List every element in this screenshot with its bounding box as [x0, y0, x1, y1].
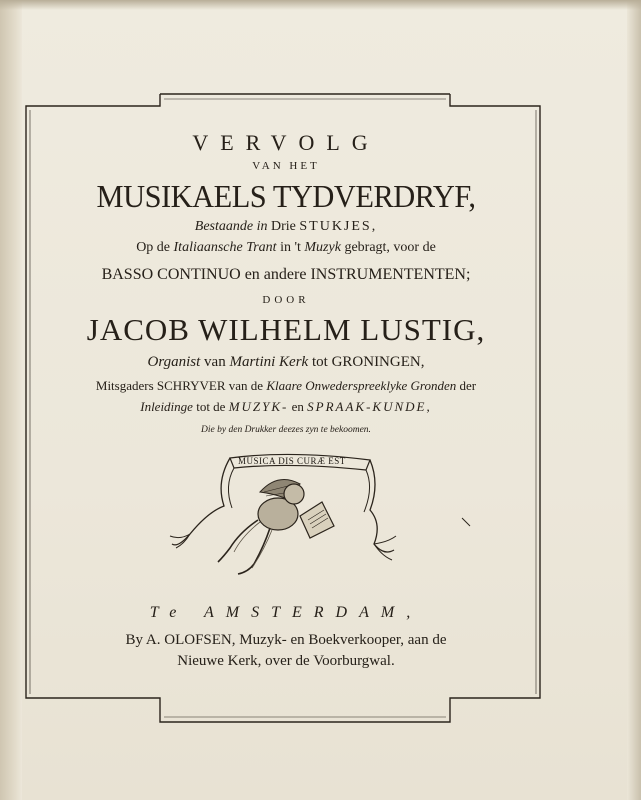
mitsgaders-line — [30, 378, 542, 394]
muzyk-caps-text: MUZYK- — [228, 399, 289, 414]
drie-text: Drie — [270, 219, 296, 234]
inleidinge-line — [30, 399, 542, 415]
op-de-text: Op de — [136, 240, 171, 255]
gebragt-text: gebragt, voor de — [344, 240, 436, 255]
van-het: VAN HET — [252, 160, 320, 172]
spraak-kunde-text: SPRAAK-KUNDE, — [307, 399, 432, 414]
mitsgaders-text: Mitsgaders SCHRYVER van de — [95, 378, 264, 393]
en-text: en — [291, 399, 304, 414]
te-amsterdam: Te AMSTERDAM, — [149, 604, 423, 621]
bestaande-text: Bestaande in — [194, 219, 268, 234]
klaare-text: Klaare Onwederspreeklyke Gronden — [266, 378, 457, 393]
subtitle-line — [30, 219, 542, 235]
van-text: van — [204, 354, 226, 370]
main-title: MUSIKAELS TYDVERDRYF, — [96, 178, 476, 214]
der-text: der — [459, 378, 477, 393]
muzyk-text: Muzyk — [304, 240, 341, 255]
cherub-vignette — [160, 452, 400, 592]
groningen-text: GRONINGEN, — [331, 354, 425, 370]
martini-kerk-text: Martini Kerk — [229, 354, 309, 370]
in-t-text: in 't — [280, 240, 301, 255]
organist-line — [30, 354, 542, 371]
publisher-line-1: By A. OLOFSEN, Muzyk- en Boekverkooper, aan de — [125, 632, 447, 648]
banner-motto: MUSICA DIS CURÆ EST — [238, 456, 346, 466]
author-name: JACOB WILHELM LUSTIG, — [86, 312, 486, 347]
stukjes-text: STUKJES, — [299, 219, 378, 234]
italiaansche-text: Italiaansche Trant — [173, 240, 277, 255]
die-by-line: Die by den Drukker deezes zyn te bekoomen. — [201, 425, 371, 435]
door-text: DOOR — [262, 294, 310, 306]
cherub-illustration — [160, 452, 400, 592]
style-line — [30, 240, 542, 256]
tot-de-text: tot de — [196, 399, 226, 414]
organist-text: Organist — [147, 354, 201, 370]
basso-line: BASSO CONTINUO en andere INSTRUMENTENTEN; — [101, 266, 471, 283]
inleidinge-text: Inleidinge — [140, 399, 193, 414]
heading-vervolg: VERVOLG — [192, 130, 380, 155]
tot-text: tot — [311, 354, 328, 370]
publisher-line-2: Nieuwe Kerk, over de Voorburgwal. — [177, 653, 395, 669]
